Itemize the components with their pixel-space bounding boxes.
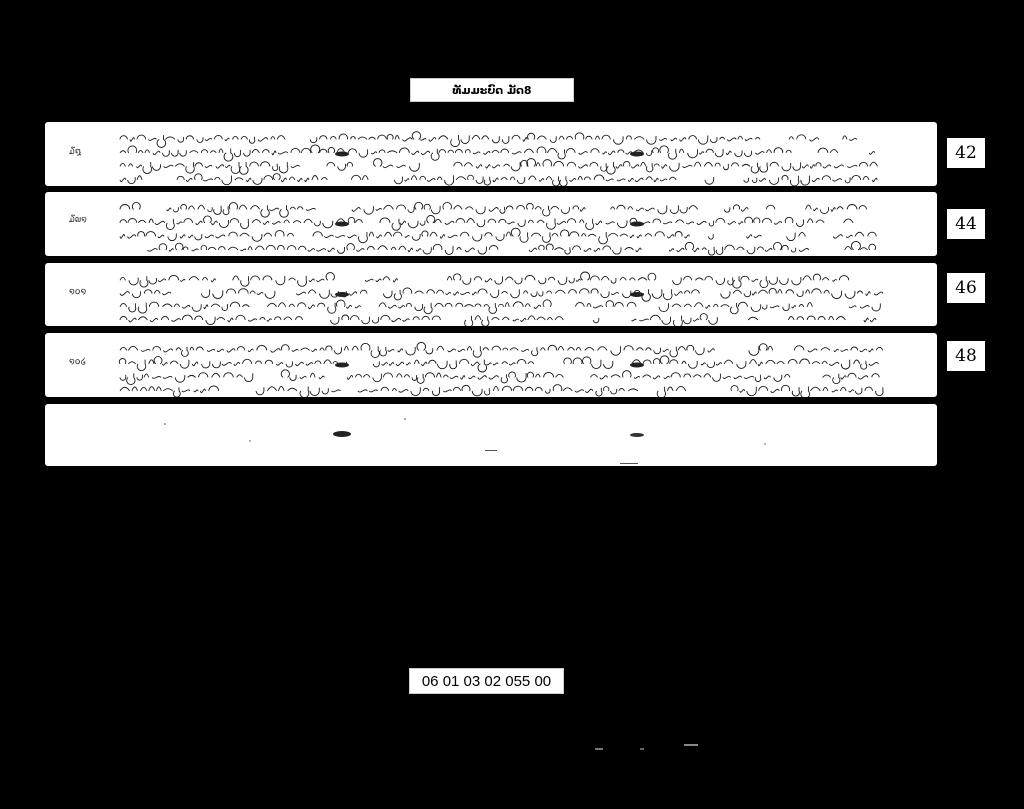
leaf-margin-number: ໑໐໒ [69, 357, 87, 367]
leaf-margin-number: ໓໙໑ [69, 215, 87, 225]
page-number-label: 48 [947, 341, 985, 371]
manuscript-title-label: ທັມມະບົດ ມັດ8 [410, 78, 574, 102]
page-number-label: 44 [947, 209, 985, 239]
leaf-margin-number: ໑໐໑ [69, 287, 87, 297]
leaf-margin-number: ໓໘ [69, 147, 82, 157]
page-number-label: 42 [947, 138, 985, 168]
archive-code-label: 06 01 03 02 055 00 [409, 668, 564, 694]
page-number-label: 46 [947, 273, 985, 303]
